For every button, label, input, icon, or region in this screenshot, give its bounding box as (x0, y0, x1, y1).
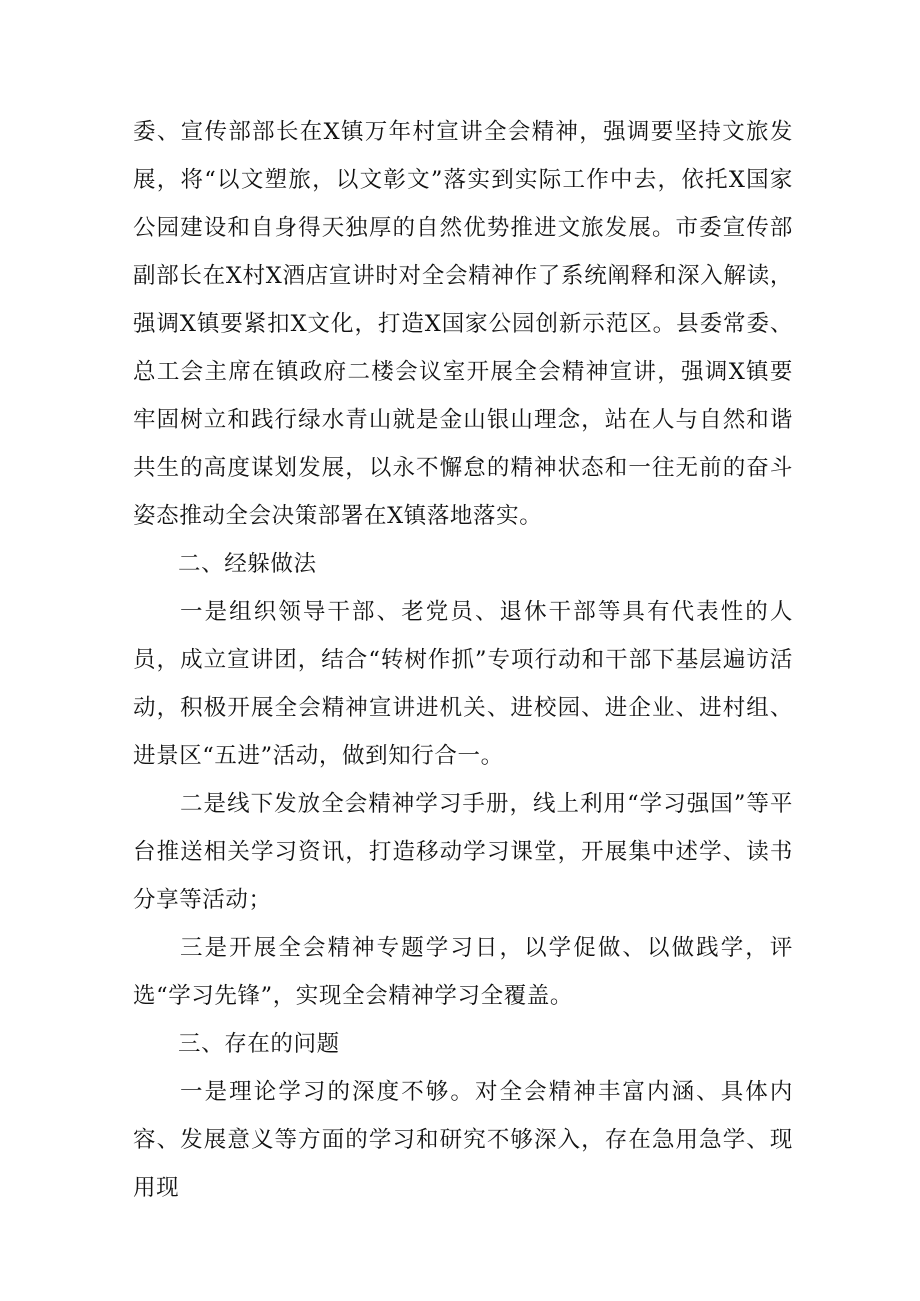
paragraph-practice-one: 一是组织领导干部、老党员、退休干部等具有代表性的人员，成立宣讲团，结合“转树作抓”专项行动和干部下基层遍访活动，积极开展全会精神宣讲进机关、进校园、进企业、进村组、进景区“五进”活动，做到知行合一。 (133, 599, 793, 769)
paragraph-practice-three: 三是开展全会精神专题学习日，以学促做、以做践学，评选“学习先锋”，实现全会精神学习全覆盖。 (133, 935, 793, 1009)
paragraph-practice-two: 二是线下发放全会精神学习手册，线上利用“学习强国”等平台推送相关学习资讯，打造移动学习课堂，开展集中述学、读书分享等活动； (133, 791, 793, 913)
paragraph-publicity-activities: 委、宣传部部长在X镇万年村宣讲全会精神，强调要坚持文旅发展，将“以文塑旅，以文彰文”落实到实际工作中去，依托X国家公园建设和自身得天独厚的自然优势推进文旅发展。市委宣传部副部长在X村X酒店宣讲时对全会精神作了系统阐释和深入解读，强调X镇要紧扣X文化，打造X国家公园创新示范区。县委常委、总工会主席在镇政府二楼会议室开展全会精神宣讲，强调X镇要牢固树立和践行绿水青山就是金山银山理念，站在人与自然和谐共生的高度谋划发展，以永不懈怠的精神状态和一往无前的奋斗姿态推动全会决策部署在X镇落地落实。 (133, 119, 793, 529)
section-heading-problems: 三、存在的问题 (178, 1031, 340, 1057)
section-heading-practices: 二、经躲做法 (178, 551, 317, 577)
paragraph-problem-one: 一是理论学习的深度不够。对全会精神丰富内涵、具体内容、发展意义等方面的学习和研究不够深入，存在急用急学、现用现 (133, 1079, 793, 1201)
document-page (133, 108, 793, 1212)
